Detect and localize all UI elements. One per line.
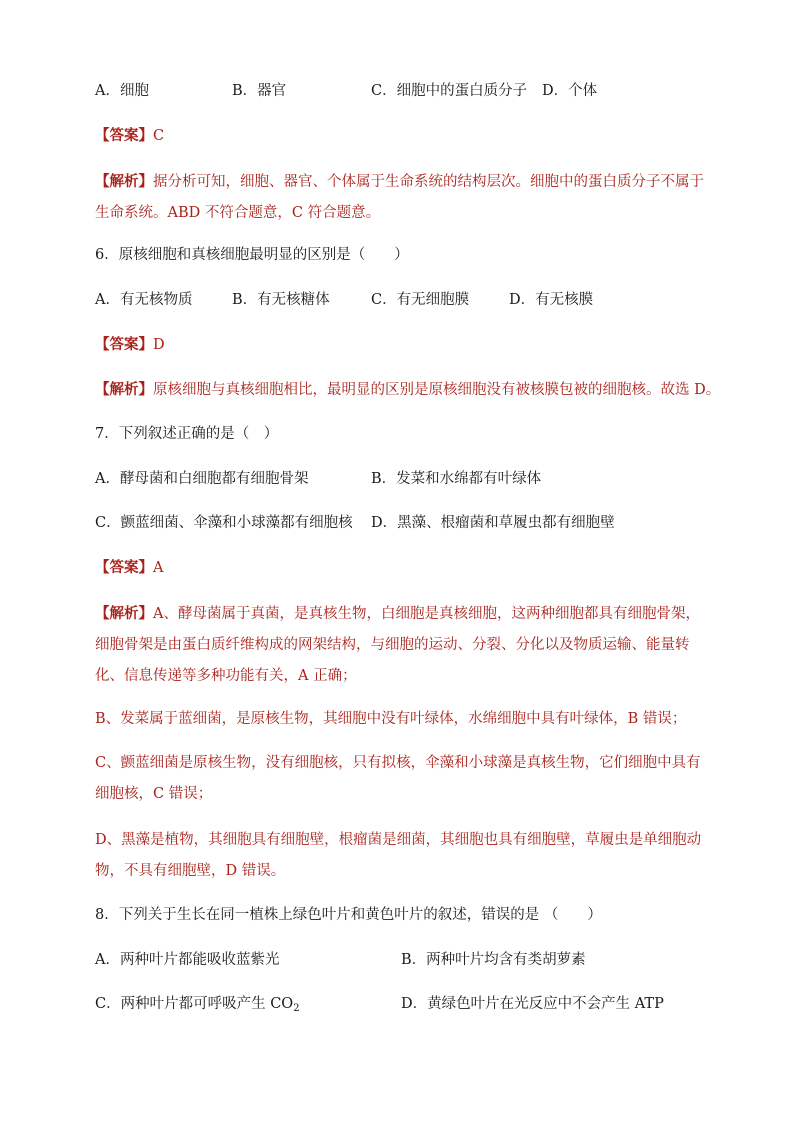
answer-tag: 【答案】 xyxy=(95,559,153,576)
q7-option-a: A．酵母菌和白细胞都有细胞骨架 xyxy=(95,471,309,487)
analysis-tag: 【解析】 xyxy=(95,381,153,398)
answer-tag: 【答案】 xyxy=(95,127,153,144)
q8-option-b: B．两种叶片均含有类胡萝素 xyxy=(401,952,586,968)
analysis-text: 原核细胞与真核细胞相比，最明显的区别是原核细胞没有被核膜包被的细胞核。故选 D。 xyxy=(153,382,721,398)
q6-answer xyxy=(95,335,165,355)
q7-analysis-c: C、颤蓝细菌是原核生物，没有细胞核，只有拟核，伞藻和小球藻是真核生物，它们细胞中具有细胞核，C 错误； xyxy=(95,755,701,802)
analysis-text: 据分析可知，细胞、器官、个体属于生命系统的结构层次。细胞中的蛋白质分子不属于生命系统。ABD 不符合题意，C 符合题意。 xyxy=(95,174,704,221)
q6-analysis xyxy=(95,380,720,400)
q6-stem: 6．原核细胞和真核细胞最明显的区别是（ ） xyxy=(95,247,409,263)
q6-option-b: B．有无核糖体 xyxy=(232,292,330,308)
q6-option-d: D．有无核膜 xyxy=(509,292,594,308)
q5-option-b: B．器官 xyxy=(232,83,287,99)
q6-option-c: C．有无细胞膜 xyxy=(371,292,470,308)
analysis-text: A、酵母菌属于真菌，是真核生物，白细胞是真核细胞，这两种细胞都具有细胞骨架，细胞骨架是由蛋白质纤维构成的网架结构，与细胞的运动、分裂、分化以及物质运输、能量转化、信息传递等多种功能有关，A 正确； xyxy=(95,606,700,684)
q8-stem: 8．下列关于生长在同一植株上绿色叶片和黄色叶片的叙述，错误的是 （ ） xyxy=(95,907,602,923)
q8-option-d: D．黄绿色叶片在光反应中不会产生 ATP xyxy=(401,996,664,1012)
answer-tag: 【答案】 xyxy=(95,336,153,353)
q7-analysis-b: B、发菜属于蓝细菌，是原核生物，其细胞中没有叶绿体，水绵细胞中具有叶绿体，B 错误； xyxy=(95,711,687,727)
answer-value: A xyxy=(153,560,164,576)
q7-analysis-d: D、黑藻是植物，其细胞具有细胞壁，根瘤菌是细菌，其细胞也具有细胞壁，草履虫是单细胞动物，不具有细胞壁，D 错误。 xyxy=(95,832,702,879)
q8-option-c-text: C．两种叶片都可呼吸产生 CO xyxy=(95,996,294,1012)
q5-option-c: C．细胞中的蛋白质分子 xyxy=(371,83,528,99)
q8-option-a: A．两种叶片都能吸收蓝紫光 xyxy=(95,952,280,968)
q5-option-d: D．个体 xyxy=(542,83,598,99)
analysis-tag: 【解析】 xyxy=(95,605,153,622)
q7-analysis-a xyxy=(95,598,710,692)
answer-value: D xyxy=(153,337,165,353)
q5-option-a: A．细胞 xyxy=(95,83,149,99)
q8-option-c xyxy=(95,994,300,1019)
q7-option-c: C．颤蓝细菌、伞藻和小球藻都有细胞核 xyxy=(95,515,353,531)
q5-answer xyxy=(95,126,164,146)
answer-value: C xyxy=(153,128,165,144)
co2-subscript: 2 xyxy=(293,1003,300,1014)
q7-stem: 7．下列叙述正确的是（ ） xyxy=(95,426,279,442)
q7-answer xyxy=(95,558,163,578)
analysis-tag: 【解析】 xyxy=(95,173,153,190)
q6-option-a: A．有无核物质 xyxy=(95,292,193,308)
q5-analysis xyxy=(95,166,710,229)
q7-option-d: D．黑藻、根瘤菌和草履虫都有细胞壁 xyxy=(371,515,615,531)
q7-option-b: B．发菜和水绵都有叶绿体 xyxy=(371,471,542,487)
